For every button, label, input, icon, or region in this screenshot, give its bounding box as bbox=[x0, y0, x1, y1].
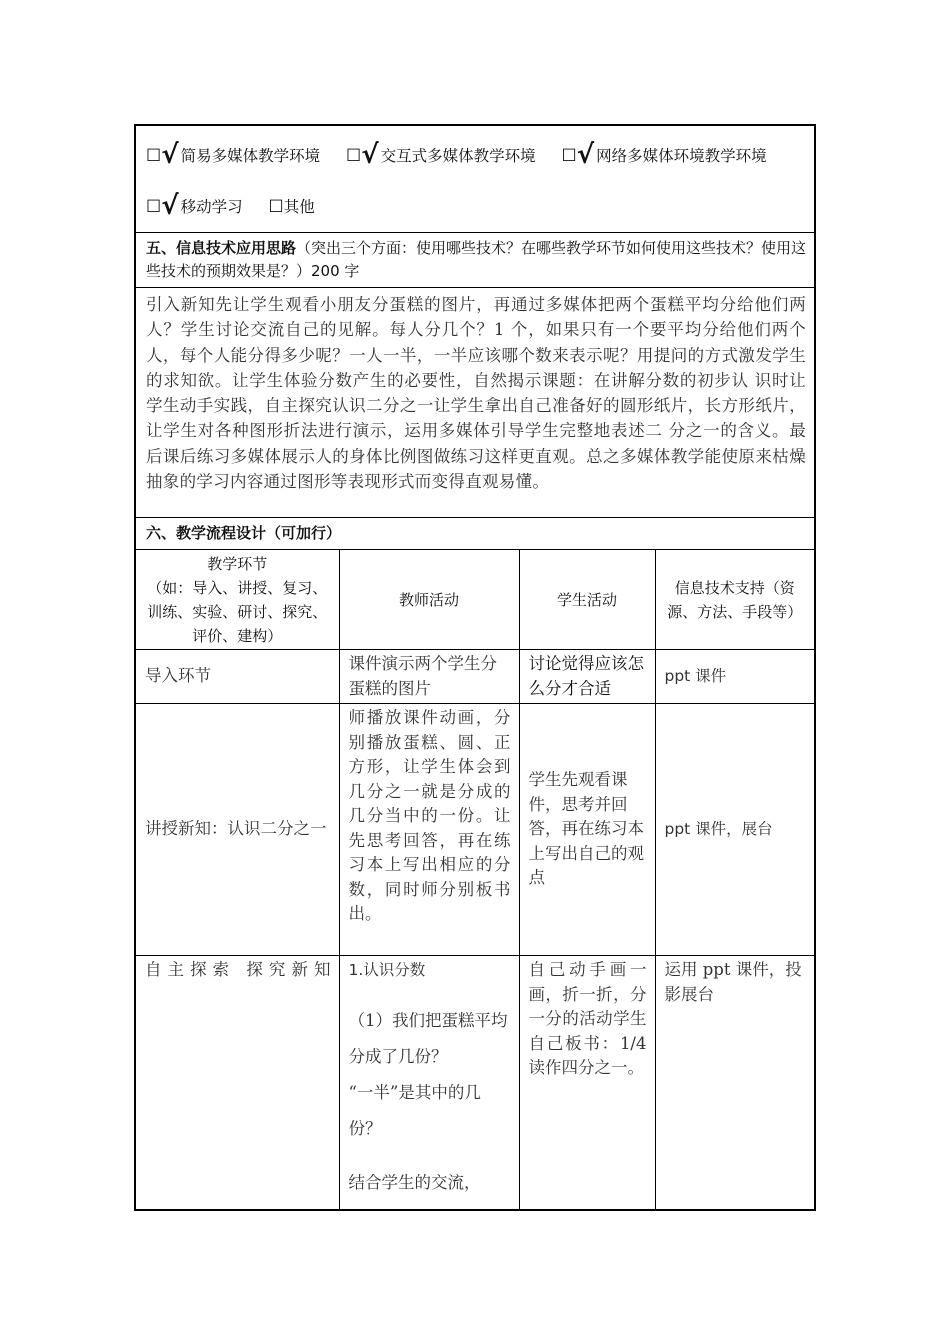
column-header-stage bbox=[135, 550, 339, 650]
row-student-activity: 自己动手画一画，折一折，分一分的活动学生自己板书：1/4 读作四分之一。 bbox=[519, 956, 655, 1210]
env-option-label: 移动学习 bbox=[180, 198, 243, 216]
row-student-activity: 学生先观看课件，思考并回答，再在练习本上写出自己的观点 bbox=[519, 704, 655, 956]
env-option-other[interactable] bbox=[268, 198, 314, 216]
row-teacher-activity bbox=[339, 956, 519, 1210]
row-teacher-activity: 师播放课件动画，分别播放蛋糕、圆、正方形，让学生体会到几分之一就是分成的几分当中的一份。让先思考回答，再在练习本上写出相应的分数，同时师分别板书出。 bbox=[339, 704, 519, 956]
env-option-label: 网络多媒体环境教学环境 bbox=[596, 147, 767, 165]
row-teacher-activity: 课件演示两个学生分蛋糕的图片 bbox=[339, 650, 519, 704]
lesson-plan-sheet bbox=[134, 124, 814, 1211]
row-stage: 自主探索 探究新知 bbox=[135, 956, 339, 1210]
checkbox-icon: ☐ bbox=[561, 146, 577, 166]
env-option-interactive[interactable] bbox=[345, 140, 541, 170]
teacher-step: 结合学生的交流， bbox=[348, 1172, 481, 1192]
row-tech-support: ppt 课件，展台 bbox=[655, 704, 815, 956]
env-option-simple[interactable] bbox=[146, 140, 325, 170]
environment-checklist bbox=[135, 125, 815, 233]
table-row bbox=[135, 704, 815, 956]
section-5-note: （突出三个方面：使用哪些技术？在哪些教学环节如何使用这些技术？使用这些技术的预期效果是？）200 字 bbox=[146, 239, 807, 280]
checkbox-icon: ☐ bbox=[268, 197, 284, 217]
teacher-step: （1）我们把蛋糕平均分成了几份？ bbox=[348, 1010, 508, 1066]
env-option-network[interactable] bbox=[561, 140, 771, 170]
column-header-tech: 信息技术支持（资源、方法、手段等） bbox=[655, 550, 815, 650]
checkmark-icon: √ bbox=[161, 140, 179, 170]
column-header-teacher: 教师活动 bbox=[339, 550, 519, 650]
checkmark-icon: √ bbox=[361, 140, 379, 170]
checkmark-icon: √ bbox=[161, 191, 179, 221]
lesson-plan-table bbox=[134, 124, 816, 1211]
column-header-stage-title: 教学环节 bbox=[207, 554, 268, 573]
table-row bbox=[135, 956, 815, 1210]
section-6-title: 六、教学流程设计（可加行） bbox=[146, 524, 342, 542]
section-5-title: 五、信息技术应用思路 bbox=[146, 239, 297, 257]
checkbox-icon: ☐ bbox=[345, 146, 362, 166]
checkbox-icon: ☐ bbox=[146, 146, 162, 166]
env-option-label: 简易多媒体教学环境 bbox=[180, 147, 321, 165]
row-stage: 讲授新知：认识二分之一 bbox=[135, 704, 339, 956]
checkbox-icon: ☐ bbox=[146, 197, 162, 217]
row-stage: 导入环节 bbox=[135, 650, 339, 704]
teacher-step: “一半”是其中的几份？ bbox=[348, 1082, 481, 1138]
checkmark-icon: √ bbox=[576, 140, 595, 170]
env-option-mobile[interactable] bbox=[146, 191, 248, 221]
row-tech-support: 运用 ppt 课件，投影展台 bbox=[655, 956, 815, 1210]
teacher-step: 1.认识分数 bbox=[348, 961, 426, 979]
row-tech-support: ppt 课件 bbox=[655, 650, 815, 704]
column-header-stage-note: （如：导入、讲授、复习、训练、实验、研讨、探究、评价、建构） bbox=[147, 578, 328, 645]
column-header-student: 学生活动 bbox=[519, 550, 655, 650]
table-row bbox=[135, 650, 815, 704]
section-5-heading bbox=[135, 233, 815, 288]
section-5-body: 引入新知先让学生观看小朋友分蛋糕的图片，再通过多媒体把两个蛋糕平均分给他们两人？学生讨论交流自己的见解。每人分几个？1 个，如果只有一个要平均分给他们两个人，每个人能分得多少呢？一人一半，一半应该哪个数来表示呢？用提问的方式激发学生的求知欲。让学生体验分数产生的必要性，自然揭示课题：在讲解分数的初步认 识时让学生动手实践，自主探究认识二分之一让学生拿出自己准备好的圆形纸片，长方形纸片，让学生对各种图形折法进行演示，运用多媒体引导学生完整地表述二 分之一的含义。最后课后练习多媒体展示人的身体比例图做练习这样更直观。总之多媒体教学能使原来枯燥抽象的学习内容通过图形等表现形式而变得直观易懂。 bbox=[135, 288, 815, 518]
env-option-label: 交互式多媒体教学环境 bbox=[380, 147, 536, 165]
env-option-label: 其他 bbox=[283, 198, 315, 216]
row-student-activity: 讨论觉得应该怎么分才合适 bbox=[519, 650, 655, 704]
section-6-heading bbox=[135, 518, 815, 550]
